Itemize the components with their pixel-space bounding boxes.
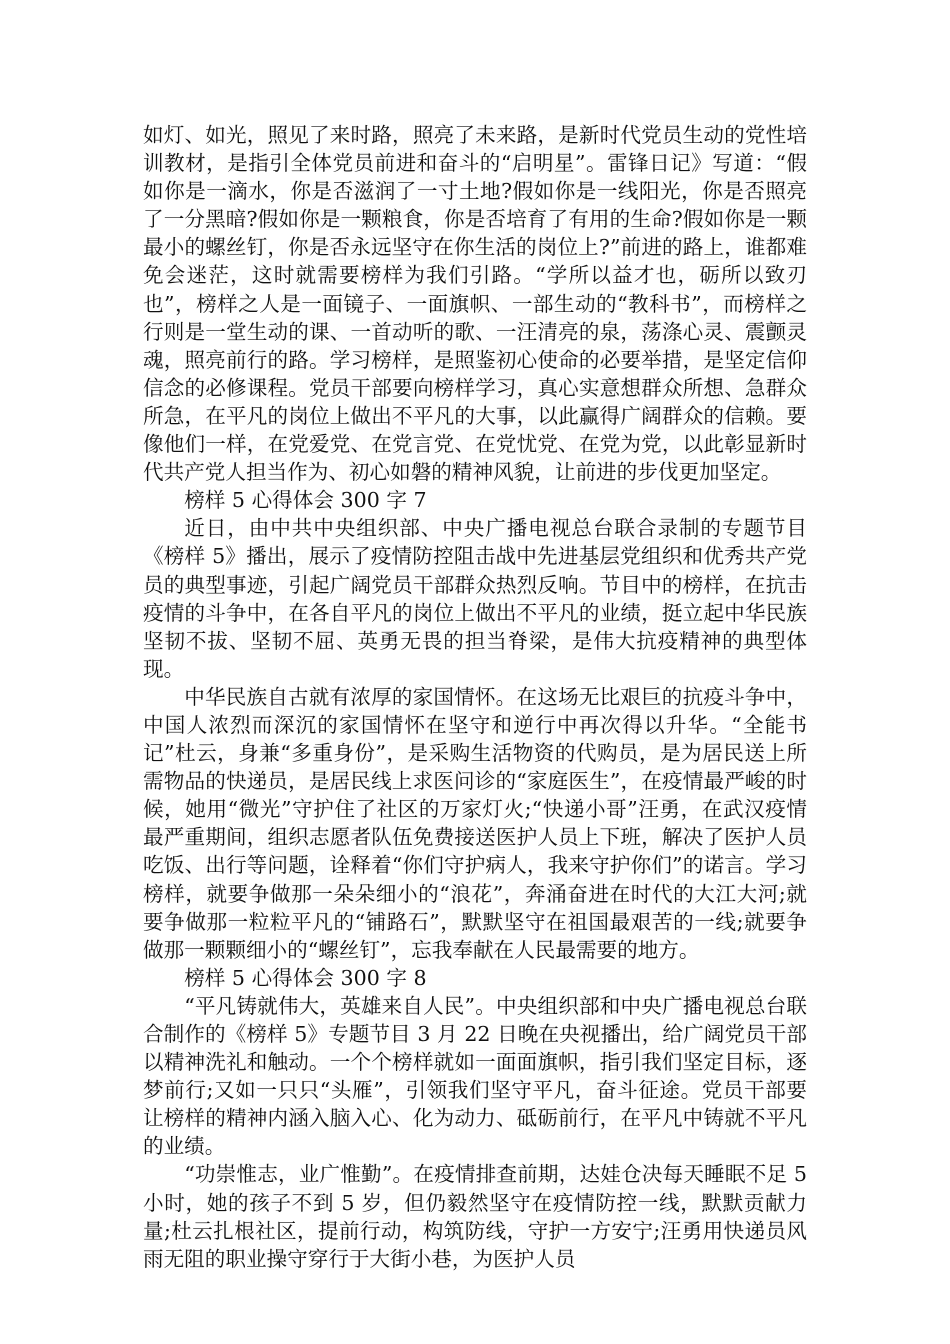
document-page	[143, 121, 807, 1273]
section-heading-7: 榜样 5 心得体会 300 字 7	[184, 488, 427, 513]
paragraph-3: 中华民族自古就有浓厚的家国情怀。在这场无比艰巨的抗疫斗争中，中国人浓烈而深沉的家国情怀在坚守和逆行中再次得以升华。“全能书记”杜云，身兼“多重身份”，是采购生活物资的代购员，是为居民送上所需物品的快递员，是居民线上求医问诊的“家庭医生”，在疫情最严峻的时候，她用“微光”守护住了社区的万家灯火;“快递小哥”汪勇，在武汉疫情最严重期间，组织志愿者队伍免费接送医护人员上下班，解决了医护人员吃饭、出行等问题，诠释着“你们守护病人，我来守护你们”的诺言。学习榜样，就要争做那一朵朵细小的“浪花”，奔涌奋进在时代的大江大河;就要争做那一粒粒平凡的“铺路石”，默默坚守在祖国最艰苦的一线;就要争做那一颗颗细小的“螺丝钉”，忘我奉献在人民最需要的地方。	[143, 684, 807, 962]
paragraph-2: 近日，由中共中央组织部、中央广播电视总台联合录制的专题节目《榜样 5》播出，展示了疫情防控阻击战中先进基层党组织和优秀共产党员的典型事迹，引起广阔党员干部群众热烈反响。节目中的榜样，在抗击疫情的斗争中，在各自平凡的岗位上做出不平凡的业绩，挺立起中华民族坚韧不拔、坚韧不屈、英勇无畏的担当脊梁，是伟大抗疫精神的典型体现。	[143, 516, 807, 681]
paragraph-5: “功崇惟志，业广惟勤”。在疫情排查前期，达娃仓决每天睡眠不足 5 小时，她的孩子不到 5 岁，但仍毅然坚守在疫情防控一线，默默贡献力量;杜云扎根社区，提前行动，构筑防线，守护一方安宁;汪勇用快递员风雨无阻的职业操守穿行于大街小巷，为医护人员	[143, 1162, 807, 1271]
paragraph-4: “平凡铸就伟大，英雄来自人民”。中央组织部和中央广播电视总台联合制作的《榜样 5》专题节目 3 月 22 日晚在央视播出，给广阔党员干部以精神洗礼和触动。一个个榜样就如一面面旗帜，指引我们坚定目标，逐梦前行;又如一只只“头雁”，引领我们坚守平凡，奋斗征途。党员干部要让榜样的精神内涵入脑入心、化为动力、砥砺前行，在平凡中铸就不平凡的业绩。	[143, 993, 807, 1159]
paragraph-1: 如灯、如光，照见了来时路，照亮了未来路，是新时代党员生动的党性培训教材，是指引全体党员前进和奋斗的“启明星”。雷锋日记》写道：“假如你是一滴水，你是否滋润了一寸土地?假如你是一线阳光，你是否照亮了一分黑暗?假如你是一颗粮食，你是否培育了有用的生命?假如你是一颗最小的螺丝钉，你是否永远坚守在你生活的岗位上?”前进的路上，谁都难免会迷茫，这时就需要榜样为我们引路。“学所以益才也，砺所以致刃也”，榜样之人是一面镜子、一面旗帜、一部生动的“教科书”，而榜样之行则是一堂生动的课、一首动听的歌、一汪清亮的泉，荡涤心灵、震颤灵魂，照亮前行的路。学习榜样，是照鉴初心使命的必要举措，是坚定信仰信念的必修课程。党员干部要向榜样学习，真心实意想群众所想、急群众所急，在平凡的岗位上做出不平凡的大事，以此赢得广阔群众的信赖。要像他们一样，在党爱党、在党言党、在党忧党、在党为党，以此彰显新时代共产党人担当作为、初心如磐的精神风貌，让前进的步伐更加坚定。	[143, 123, 807, 485]
section-heading-8: 榜样 5 心得体会 300 字 8	[184, 965, 427, 990]
